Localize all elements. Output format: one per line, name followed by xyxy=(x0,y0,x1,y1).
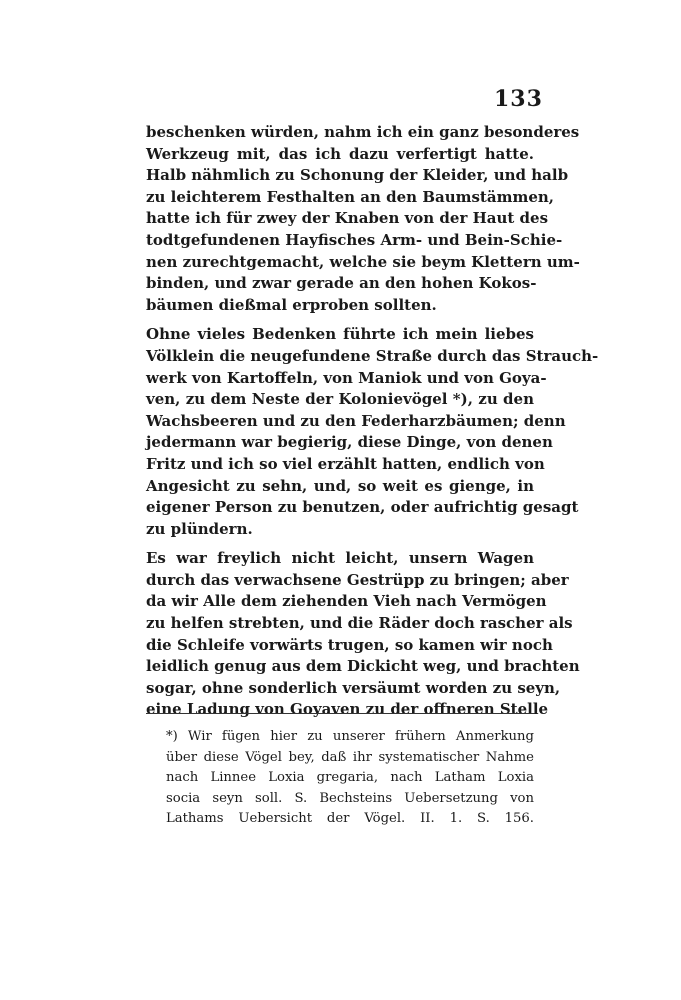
footnote-divider xyxy=(146,713,534,714)
text-line: Angesicht zu sehn, und, so weit es gienge, in xyxy=(146,476,534,495)
text-line: leidlich genug aus dem Dickicht weg, und brachten xyxy=(146,657,580,676)
text-line: Halb nähmlich zu Schonung der Kleider, und halb xyxy=(146,166,569,185)
text-line: todtgefundenen Hayfisches Arm- und Bein-Schie- xyxy=(146,230,563,249)
footnote-line: über diese Vögel bey, daß ihr systematischer Nahme xyxy=(166,749,534,765)
text-line: die Schleife vorwärts trugen, so kamen wir noch xyxy=(146,635,553,654)
paragraph xyxy=(146,548,580,721)
text-line: zu leichterem Festhalten an den Baumstämmen, xyxy=(146,187,554,206)
text-line: jedermann war begierig, diese Dinge, von denen xyxy=(146,433,553,452)
text-line: werk von Kartoffeln, von Maniok und von Goya- xyxy=(146,368,547,387)
text-line: bäumen dießmal erproben sollten. xyxy=(146,295,437,314)
text-line: da wir Alle dem ziehenden Vieh nach Vermögen xyxy=(146,592,547,611)
footnote-line: *) Wir fügen hier zu unserer frühern Anmerkung xyxy=(166,729,534,744)
footnote-line: Lathams Uebersicht der Vögel. II. 1. S. 156. xyxy=(166,811,534,826)
text-line: ven, zu dem Neste der Kolonievögel *), zu den xyxy=(146,390,534,409)
text-line: Ohne vieles Bedenken führte ich mein liebes xyxy=(146,325,534,344)
page-number: 133 xyxy=(494,86,543,112)
text-line: Es war freylich nicht leicht, unsern Wagen xyxy=(146,549,534,568)
text-line: Werkzeug mit, das ich dazu verfertigt hatte. xyxy=(146,144,534,163)
text-line: zu plündern. xyxy=(146,519,253,538)
text-line: nen zurechtgemacht, welche sie beym Klettern um- xyxy=(146,252,580,271)
text-line: Wachsbeeren und zu den Federharzbäumen; denn xyxy=(146,411,566,430)
footnote xyxy=(166,727,534,830)
paragraph xyxy=(146,122,580,316)
text-line: binden, und zwar gerade an den hohen Kokos- xyxy=(146,274,537,293)
body-text xyxy=(146,122,599,721)
text-line: Völklein die neugefundene Straße durch das Strauch- xyxy=(146,346,599,365)
text-line: Fritz und ich so viel erzählt hatten, endlich von xyxy=(146,454,545,473)
text-line: eigener Person zu benutzen, oder aufrichtig gesagt xyxy=(146,498,579,517)
text-line: sogar, ohne sonderlich versäumt worden zu seyn, xyxy=(146,678,561,697)
text-line: durch das verwachsene Gestrüpp zu bringen; aber xyxy=(146,570,569,589)
paragraph xyxy=(146,324,599,540)
text-line: eine Ladung von Goyaven zu der offneren Stelle xyxy=(146,700,549,719)
footnote-line: socia seyn soll. S. Bechsteins Uebersetzung von xyxy=(166,790,534,806)
footnote-line: nach Linnee Loxia gregaria, nach Latham Loxia xyxy=(166,770,534,785)
text-line: hatte ich für zwey der Knaben von der Haut des xyxy=(146,209,549,228)
text-line: zu helfen strebten, und die Räder doch rascher als xyxy=(146,614,573,633)
text-line: beschenken würden, nahm ich ein ganz besonderes xyxy=(146,123,580,141)
